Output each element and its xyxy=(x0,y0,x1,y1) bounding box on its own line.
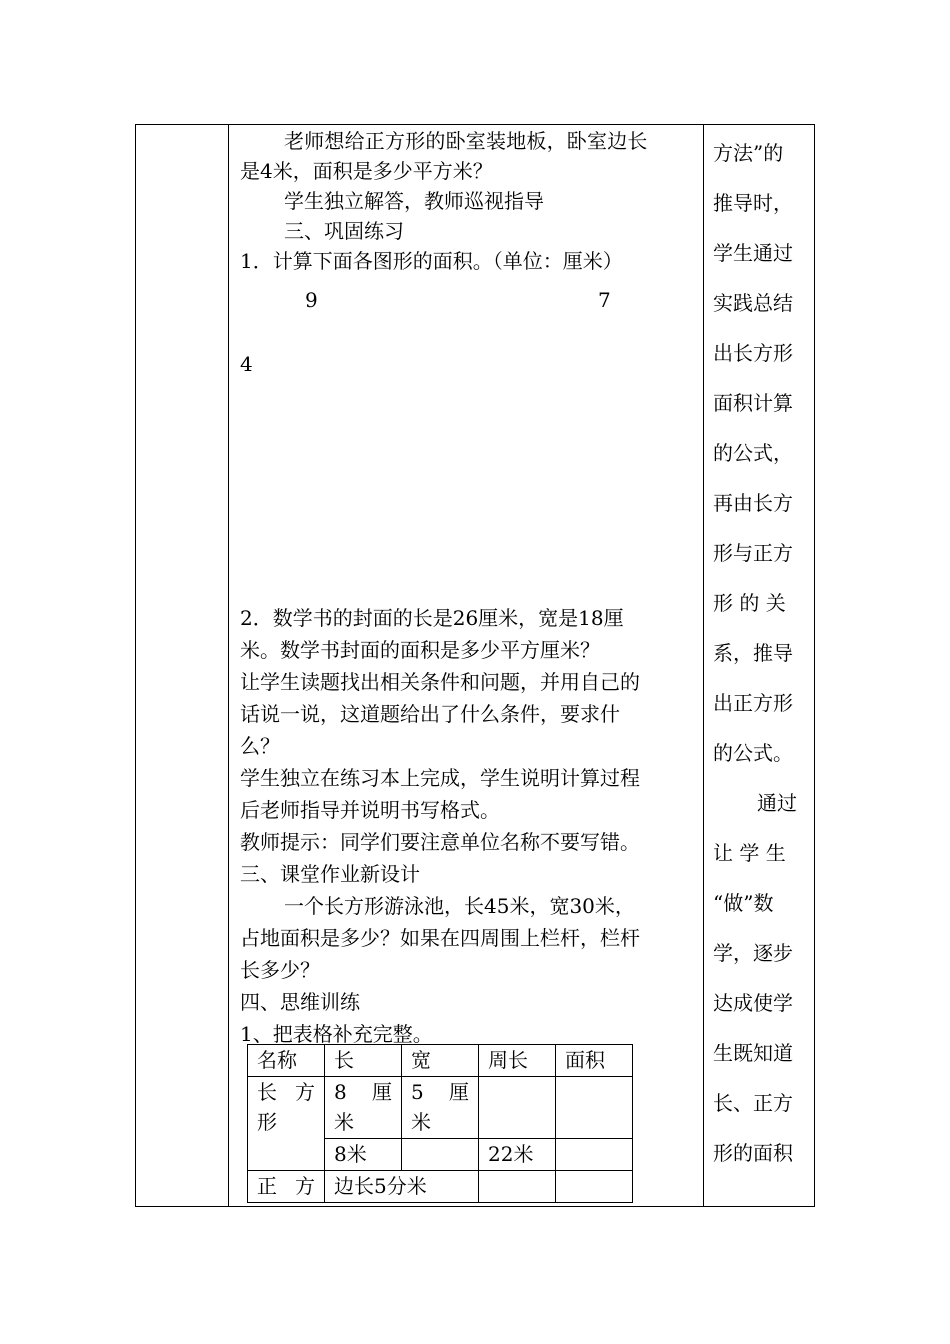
line-12: 后老师指导并说明书写格式。 xyxy=(240,798,500,822)
side-line-8: 再由长方 xyxy=(713,491,793,515)
column-divider-2 xyxy=(703,124,704,1207)
line-7: 米。数学书封面的面积是多少平方厘米？ xyxy=(240,638,600,662)
header-name: 名称 xyxy=(248,1045,325,1077)
line-8: 让学生读题找出相关条件和问题，并用自己的 xyxy=(240,670,640,694)
cell-rect-perimeter xyxy=(479,1077,556,1139)
line-13: 教师提示：同学们要注意单位名称不要写错。 xyxy=(240,830,640,854)
line-16: 占地面积是多少？如果在四周围上栏杆，栏杆 xyxy=(240,926,640,950)
side-line-6: 面积计算 xyxy=(713,391,793,415)
cell-rect-area xyxy=(556,1077,633,1139)
line-18: 四、思维训练 xyxy=(240,990,360,1014)
cell-rect2-perimeter: 22米 xyxy=(479,1139,556,1171)
side-line-7: 的公式， xyxy=(713,441,793,465)
side-line-21: 形的面积 xyxy=(713,1141,793,1165)
main-content-2 xyxy=(240,602,700,1050)
cell-rect-length xyxy=(325,1077,402,1139)
line-5: 1．计算下面各图形的面积。（单位：厘米） xyxy=(240,249,623,273)
side-line-11: 系，推导 xyxy=(713,641,793,665)
line-17: 长多少？ xyxy=(240,958,320,982)
column-divider-1 xyxy=(228,124,229,1207)
cell-square-area xyxy=(556,1171,633,1203)
rect-length-line2: 米 xyxy=(334,1110,354,1134)
line-4: 三、巩固练习 xyxy=(284,219,404,243)
figure-label-7: 7 xyxy=(598,288,611,312)
side-line-14: 通过 xyxy=(757,791,797,815)
header-length: 长 xyxy=(325,1045,402,1077)
line-14: 三、课堂作业新设计 xyxy=(240,862,420,886)
side-line-13: 的公式。 xyxy=(713,741,793,765)
cell-rect2-width xyxy=(402,1139,479,1171)
header-area: 面积 xyxy=(556,1045,633,1077)
side-line-17: 学，逐步 xyxy=(713,941,793,965)
side-line-12: 出正方形 xyxy=(713,691,793,715)
line-9: 话说一说，这道题给出了什么条件，要求什 xyxy=(240,702,620,726)
side-line-10: 形 的 关 xyxy=(713,591,786,615)
line-11: 学生独立在练习本上完成，学生说明计算过程 xyxy=(240,766,640,790)
cell-square-side: 边长5分米 xyxy=(325,1171,479,1203)
fill-in-table xyxy=(247,1044,633,1203)
figure-label-9: 9 xyxy=(305,288,318,312)
side-notes xyxy=(713,124,809,1178)
line-1: 老师想给正方形的卧室装地板，卧室边长 xyxy=(284,129,648,153)
figure-label-4: 4 xyxy=(240,352,253,376)
side-line-3: 学生通过 xyxy=(713,241,793,265)
cell-rect2-length: 8米 xyxy=(325,1139,402,1171)
main-content xyxy=(240,124,700,276)
side-line-20: 长、正方 xyxy=(713,1091,793,1115)
rect-length-line1: 8 厘 xyxy=(334,1080,392,1104)
rect-width-line2: 米 xyxy=(411,1110,431,1134)
rect-width-line1: 5 厘 xyxy=(411,1080,469,1104)
side-line-2: 推导时， xyxy=(713,191,793,215)
side-line-9: 形与正方 xyxy=(713,541,793,565)
rect-name-line2: 形 xyxy=(257,1110,277,1134)
cell-rectangle-name xyxy=(248,1077,325,1171)
side-line-1: 方法”的 xyxy=(713,141,784,165)
line-3: 学生独立解答，教师巡视指导 xyxy=(284,189,544,213)
cell-square-perimeter xyxy=(479,1171,556,1203)
rect-name-line1: 长 方 xyxy=(257,1080,315,1104)
line-10: 么？ xyxy=(240,734,280,758)
header-width: 宽 xyxy=(402,1045,479,1077)
side-line-15: 让 学 生 xyxy=(713,841,786,865)
side-line-18: 达成使学 xyxy=(713,991,793,1015)
header-perimeter: 周长 xyxy=(479,1045,556,1077)
cell-rect2-area xyxy=(556,1139,633,1171)
side-line-5: 出长方形 xyxy=(713,341,793,365)
line-19: 1、把表格补充完整。 xyxy=(240,1022,433,1046)
line-15: 一个长方形游泳池，长45米，宽30米， xyxy=(284,894,635,918)
line-6: 2．数学书的封面的长是26厘米，宽是18厘 xyxy=(240,606,624,630)
cell-rect-width xyxy=(402,1077,479,1139)
side-line-19: 生既知道 xyxy=(713,1041,793,1065)
side-line-4: 实践总结 xyxy=(713,291,793,315)
cell-square-name: 正 方 xyxy=(248,1171,325,1203)
side-line-16: “做”数 xyxy=(713,891,774,915)
line-2: 是4米，面积是多少平方米？ xyxy=(240,159,493,183)
